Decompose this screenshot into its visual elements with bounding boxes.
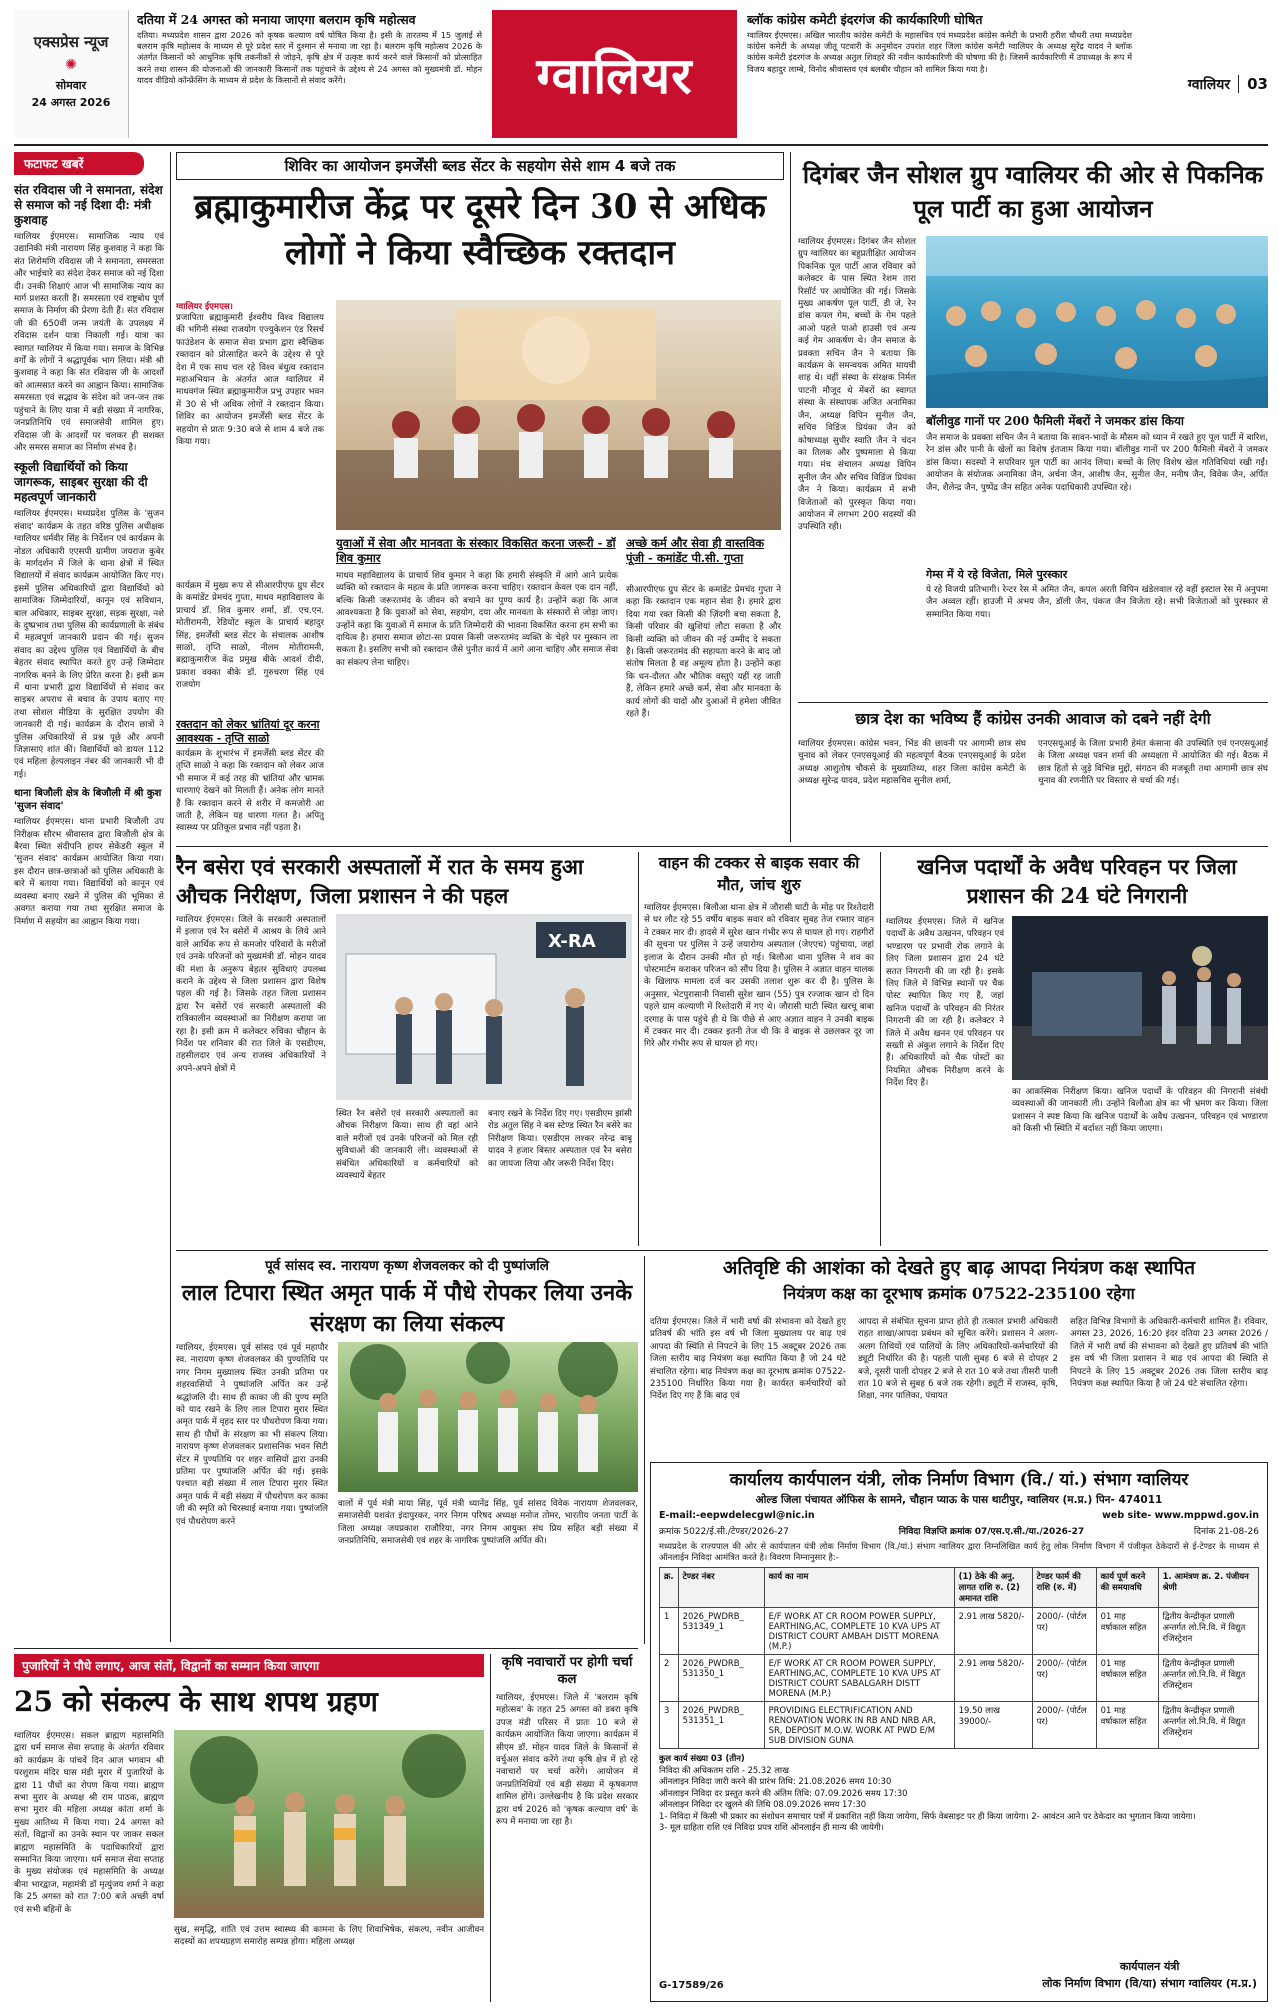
tender-cell-work: PROVIDING ELECTRIFICATION AND RENOVATION WORK IN RB AND NRB AR, SR, DEPOSIT M.O.W. WORK AT PWD E/M SUB DIVISION GUNA	[764, 1702, 954, 1749]
lead-subhead-2: युवाओं में सेवा और मानवता के संस्कार विकसित करना जरूरी - डॉ शिव कुमार	[336, 536, 616, 565]
tender-col-fee: टेण्डर फार्म की राशि (रु. में)	[1032, 1568, 1096, 1608]
jain-body: ग्वालियर ईएमएस। दिगंबर जैन सोशल ग्रुप ग्वालियर का बहुप्रतीक्षित आयोजन पिकनिक पूल पार्टी आज रविवार को कलेक्टर के पास स्थित रेशम तारा रिसॉर्ट पर आयोजित की गई। जिसके मुख्य आकर्षण पूल पार्टी, डी जे, रेन डांस कपल गेम, बच्चों के गेम पहले आओ पहले पाओ हाउसी एवं अन्य कई गेम आकर्षण थे। जैन समाज के प्रवक्ता सचिन जैन ने बताया कि कार्यक्रम के समन्वयक अमित मायची शाह थे। वहीं संस्था के संरक्षक निर्मल पाटनी मौजूद थे मेंबरों का स्वागत संस्था के संस्थापक अजित अनामिका जैन, अध्यक्ष विपिन सुनील जैन, सचिव विडिंज प्रियंका जैन को कोषाध्यक्ष सुधीर स्वाति जैन ने चंदन का तिलक और पुष्पमाला से किया गया। मंच संचालन अध्यक्ष विपिन सुनील जैन और सचिव विडिंज प्रियंका जैन ने किया। कार्यक्रम में सभी विजेताओं को पुरस्कृत किया गया। आयोजन में लगभग 200 सदस्यों की उपस्थिति रही।	[798, 237, 916, 533]
tender-cell-fee: 2000/- (पोर्टल पर)	[1032, 1655, 1096, 1702]
tender-footer-line: ऑनलाइन निविदा दर प्रस्तुत करने की अंतिम तिथि: 07.09.2026 समय 17:30	[659, 1787, 908, 1798]
svg-text:X-RA: X-RA	[548, 931, 596, 952]
lead-body-1: प्रजापिता ब्रह्माकुमारी ईश्वरीय विश्व विद्यालय की भगिनी संस्था राजयोग एज्युकेशन एंड रिसर्च फाउंडेशन के समाज सेवा प्रभाग द्वारा स्वैच्छिक रक्तदान को प्रोत्साहित करने के उद्देश्य से पूरे देश में एक साथ चल रहे विश्व बंधुत्व रक्तदान महाअभियान के अंतर्गत आज ग्वालियर में माधवगंज स्थित ब्रह्माकुमारीज प्रभु उपहार भवन में 30 से भी अधिक लोगों ने रक्तदान किया। शिविर का आयोजन इमर्जेंसी ब्लड सेंटर के सहयोग से प्रातः 9:30 बजे से शाम 4 बजे तक किया गया।	[176, 313, 324, 448]
congress-body-1: ग्वालियर ईएमएस। कांग्रेस भवन, भिंड की छावनी पर आगामी छात्र संघ चुनाव को लेकर एनएसयूआई की महत्वपूर्ण बैठक एनएसयूआई के प्रदेश अध्यक्ष आशुतोष चौकसे के मुख्यातिथ्य, शहर जिला कांग्रेस कमेटी के अध्यक्ष सुरेन्द्र यादव, प्रदेश महासचिव सुनील शर्मा,	[798, 739, 1026, 787]
tree-story	[176, 1256, 638, 1644]
top-left-brief-body: दतिया। मध्यप्रदेश शासन द्वारा 2026 को कृषक कल्याण वर्ष घोषित किया है। इसी के तारतम्य में 15 जुलाई से बलराम कृषि महोत्सव के माध्यम से पूरे प्रदेश स्तर में दुश्मान से मनाया जा रहा है। बलराम कृषि महोत्सव 2026 के अंतर्गत किसानों को आधुनिक कृषि तकनीकों से जोड़ने, कृषि क्षेत्र में उत्कृष्ट कार्य करने वाले किसानों को प्रोत्साहित करने तथा शासन की योजनाओं की जानकारी किसानों तक पहुंचाने के उद्देश्य से 24 अगस्त को मुख्यमंत्री डॉ. मोहन यादव वीडियो कॉन्फ्रेंसिंग के माध्यम से प्रदेश के किसानों से संवाद करेंगे।	[137, 30, 482, 85]
congress-story	[798, 708, 1268, 842]
tender-cell-cost: 2.91 लाख 5820/-	[954, 1608, 1032, 1655]
tender-footer-line: कुल कार्य संख्या 03 (तीन)	[659, 1753, 745, 1763]
tender-footer-line: 1- निविदा में किसी भी प्रकार का संशोधन समाचार पत्रों में प्रकाशित नहीं किया जायेगा, सिर्फ वेबसाइट पर ही किया जायेगा। 2- आवंटन आने पर ठेकेदार का भुगतान किया जायेगा।	[659, 1810, 1196, 1821]
agri-story	[496, 1654, 638, 2002]
tender-footer-line: ऑनलाइन निविदा दर खुलने की तिथि 08.09.2026 समय 17:30	[659, 1799, 867, 1809]
raid-body-2: स्थित रैन बसेरों एवं सरकारी अस्पतालों का औचक निरीक्षण किया। साथ ही वहां आने वाले मरीजों एवं उनके परिजनों को मिल रही सुविधाओं की जानकारी ली। व्यवस्थाओं से संबंधित अधिकारियों व कर्मचारियों को व्यवस्थायें बेहतर	[336, 1109, 478, 1182]
issue-day: सोमवार	[55, 79, 87, 92]
blood-donation-photo	[336, 300, 781, 530]
brand-name: एक्सप्रेस न्यूज	[33, 33, 109, 51]
congress-body-2: एनएसयूआई के जिला प्रभारी हेमंत कंसाना की उपस्थिति एवं एनएसयूआई के जिला अध्यक्ष पवन शर्मा की अध्यक्षता में आयोजित की गई। बैठक में छात्र हितों से जुड़े विभिन्न मुद्दों, संगठन की मजबूती तथा आगामी छात्र संघ चुनाव की रणनीति पर विस्तार से चर्चा की गई।	[1038, 739, 1268, 787]
masthead	[14, 10, 1268, 138]
page-number: 03	[1247, 75, 1268, 93]
tender-cell-time: 01 माह वर्षाकाल सहित	[1096, 1655, 1158, 1702]
jain-body-2: जैन समाज के प्रवक्ता सचिन जैन ने बताया कि सावन-भादों के मौसम को ध्यान में रखते हुए पूल पार्टी में बारिश, रेन डांस और पानी के खेलों का विशेष इंतजाम किया गया। बॉलीवुड गानों पर 200 फैमिली मेंबरों ने जमकर डांस किया। सदस्यों ने सपरिवार पूल पार्टी का आनंद लिया। बच्चों के लिए विशेष खेल गतिविधियां रखी गईं। आयोजन के संयोजक अनामिका जैन, अर्चना जैन, आशीष जैन, सुनील जैन, मनीष जैन, विवेक जैन, अर्पित जैन, शैलेन्द्र जैन, पुष्पेंद्र जैन सहित अनेक पदाधिकारी उपस्थित रहे।	[926, 433, 1268, 493]
accident-headline: वाहन की टक्कर से बाइक सवार की मौत, जांच शुरु	[658, 853, 860, 894]
tender-email[interactable]: E-mail:-eepwdelecgwl@nic.in	[659, 1510, 815, 1521]
top-right-brief-body: ग्वालियर ईएमएस। अखिल भारतीय कांग्रेस कमेटी के महासचिव एवं मध्यप्रदेश कांग्रेस कमेटी के प्रभारी हरीश चौधरी तथा मध्यप्रदेश कांग्रेस कमेटी के अध्यक्ष जीतू पटवारी के अनुमोदन उपरांत शहर जिला कांग्रेस कमेटी ग्वालियर के अध्यक्ष सुरेंद्र यादव ने ब्लॉक कांग्रेस कमेटी इंदरगंज के अध्यक्ष अतुल शिवहरे की नवीन कार्यकारिणी की घोषणा की है। जिसमें कार्यकारिणी में उपाध्यक्ष के रूप में विजय बहादुर लाम्बे, विनोद श्रीवास्तव एवं बलबीर चौहान को शामिल किया गया है।	[747, 30, 1132, 74]
lead-story	[176, 152, 784, 842]
tender-cell-sn: 3	[660, 1702, 679, 1749]
fatafat-body-2: ग्वालियर ईएमएस। मध्यप्रदेश पुलिस के 'सुजन संवाद' कार्यक्रम के तहत वरिष्ठ पुलिस अधीक्षक ग्वालियर धर्मवीर सिंह के निर्देशन एवं कार्यक्रम के नोडल अधिकारी एएसपी ग्रामीण जयराज कुबेर के मार्गदर्शन में जिले के थाना क्षेत्रों में स्थित विद्यालयों में संवाद कार्यक्रम आयोजित किए गए। इसमें पुलिस अधिकारियों द्वारा विद्यार्थियों को सामाजिक जिम्मेदारियों, कानून एवं सविधान, बाल अधिकार, साइबर सुरक्षा, सड़क सुरक्षा, नशे के दुष्प्रभाव तथा पुलिस की कार्यप्रणाली के संबंध में महत्वपूर्ण जानकारी प्रदान की गई। सुजन संवाद का उद्देश्य पुलिस एवं विद्यार्थियों के बीच बेहतर संवाद स्थापित करते हुए उन्हें जिम्मेदार नागरिक बनने के लिए प्रेरित करना है। इसी क्रम में थाना प्रभारी द्वारा विद्यार्थियों से संवाद कर साइबर अपराध से बचाव के उपाय बताए गए तथा सोशल मीडिया के सुरक्षित उपयोग की जानकारी दी गई। कार्यक्रम के दौरान छात्रों ने पुलिस अधिकारियों से प्रश्न पूछे और अपनी जिज्ञासाएं शांत कीं। विद्यार्थियों को डायल 112 एवं महिला हेल्पलाइन नंबर की जानकारी भी दी गई।	[14, 509, 164, 780]
saints-headline: 25 को संकल्प के साथ शपथ ग्रहण	[14, 1685, 378, 1718]
tender-notice	[650, 1462, 1268, 2002]
page-label	[1142, 72, 1268, 96]
fatafat-body-3: ग्वालियर ईएमएस। थाना प्रभारी बिजौली उप निरीक्षक सौरभ श्रीवास्तव द्वारा बिजौली क्षेत्र के बैरवा स्थित संदीपनि हायर सेकेंडरी स्कूल में 'सुजन संवाद' कार्यक्रम आयोजित किया गया। इस दौरान छात्र-छात्राओं को पुलिस अधिकारी के बारे में बताया गया। विद्यार्थियों को कानून एवं व्यवस्था बनाए रखने में पुलिस की भूमिका से अवगत कराया गया तथा सुरक्षित समाज के निर्माण में सहयोग का आह्वान किया गया।	[14, 817, 164, 927]
raid-story	[176, 852, 632, 1246]
jain-story	[798, 158, 1268, 698]
page-label-city: ग्वालियर	[1187, 76, 1231, 93]
checkpost-photo-scene	[1012, 916, 1268, 1080]
tender-title: कार्यालय कार्यपालन यंत्री, लोक निर्माण विभाग (वि./ यां.) संभाग ग्वालियर	[729, 1470, 1189, 1490]
pool-party-photo-scene	[926, 236, 1268, 408]
pool-party-photo	[926, 236, 1268, 408]
hospital-inspection-photo-scene	[336, 914, 632, 1100]
saints-kicker: पुजारियों ने पौधे लगाए, आज संतों, विद्वानों का सम्मान किया जाएगा	[14, 1654, 484, 1677]
jain-headline: दिगंबर जैन सोशल ग्रुप ग्वालियर की ओर से पिकनिक पूल पार्टी का हुआ आयोजन	[802, 160, 1264, 223]
tender-cell-class: द्वितीय केन्द्रीकृत प्रणाली अन्तर्गत लो.नि.वि. में विद्युत रजिस्ट्रेशन	[1158, 1608, 1258, 1655]
tender-col-sn: क्र.	[660, 1568, 679, 1608]
fatafat-body-1: ग्वालियर ईएमएस। सामाजिक न्याय एवं उद्यानिकी मंत्री नारायण सिंह कुशवाह ने कहा कि संत शिरोमणि रविदास जी ने समानता, समरसता और भाईचारे का संदेश देकर समाज को नई दिशा दी। उनकी शिक्षाएं आज भी सामाजिक न्याय का मार्ग प्रशस्त करती हैं। समरसता एवं राष्ट्रबोध पूर्ण समाज के निर्माण की प्रेरणा देती हैं। संत रविदास जी की 650वीं जन्म जयंती के उपलक्ष्य में रविदास दर्शन यात्रा निकाली गई। यात्रा का स्वागत ग्वालियर में किया गया। समाज के विभिन्न वर्गों के लोगों ने श्रद्धापूर्वक भाग लिया। मंत्री श्री कुशवाह ने कहा कि संत रविदास जी के आदर्शों को आत्मसात करने का आह्वान किया। सामाजिक समरसता एवं सद्भाव के संदेश को जन-जन तक पहुंचाने के लिए यात्रा में बड़ी संख्या में नागरिक, जनप्रतिनिधि एवं समाजसेवी शामिल हुए। रविदास जी के आदर्शों पर चलकर ही सशक्त और समरस समाज का निर्माण संभव है।	[14, 232, 164, 453]
tender-cell-no: 2026_PWDRB_ 531350_1	[678, 1655, 764, 1702]
tree-body-1: ग्वालियर, ईएमएस। पूर्व सांसद एवं पूर्व महापौर स्व. नारायण कृष्ण शेजवलकर की पुण्यतिथि पर नगर निगम मुख्यालय स्थित उनकी प्रतिमा पर शहरवासियों ने पुष्पांजलि अर्पित कर उन्हें श्रद्धांजलि दी। साथ ही काका जी की पुण्य स्मृति को याद रखने के लिए लाल टिपारा मुरार स्थित अमृत पार्क में वृहद स्तर पर पौधरोपण किया गया। साथ ही पौधों के संरक्षण का भी संकल्प लिया। नारायण कृष्ण शेजवलकर प्रशासनिक भवन सिटी सेंटर में पुण्यतिथि पर शहर वासियों द्वारा उनकी प्रतिमा पर पुष्पांजलि अर्पित की गई। इसके पश्चात बड़ी संख्या में लाल टिपारा मुरार स्थित अमृत पार्क में बड़ी संख्या में पौधरोपण कर काका जी की स्मृति को चिरस्थाई बनाया गया। पुष्पांजलि एवं पौधरोपण करने	[176, 1343, 328, 1527]
fatafat-column	[14, 152, 164, 1642]
lead-headline: ब्रह्माकुमारीज केंद्र पर दूसरे दिन 30 से अधिक लोगों ने किया स्वैच्छिक रक्तदान	[194, 187, 766, 273]
tender-footer-line: ऑनलाइन निविदा जारी करने की प्रारंभ तिथि: 21.08.2026 समय 10:30	[659, 1776, 892, 1786]
blood-donation-photo-scene	[336, 300, 781, 530]
tender-table	[659, 1567, 1259, 1749]
tender-table-header	[660, 1568, 1259, 1608]
jain-subhead-2: गेम्स में ये रहे विजेता, मिले पुरस्कार	[926, 568, 1068, 581]
brand-logo-icon: ✺	[65, 57, 77, 73]
tender-col-class: 1. आमंत्रण क्र. 2. पंजीयन श्रेणी	[1158, 1568, 1258, 1608]
fatafat-label: फटाफट खबरें	[14, 152, 144, 175]
table-row	[660, 1655, 1259, 1702]
tender-cell-sn: 1	[660, 1608, 679, 1655]
saints-story	[14, 1654, 484, 2002]
tender-cell-class: द्वितीय केन्द्रीकृत प्रणाली अन्तर्गत लो.नि.वि. में विद्युत रजिस्ट्रेशन	[1158, 1702, 1258, 1749]
tender-intro: मध्यप्रदेश के राज्यपाल की ओर से कार्यपालन यंत्री लोक निर्माण विभाग (वि./यां.) संभाग ग्वालियर द्वारा निम्नलिखित कार्य हेतु लोक निर्माण विभाग में पंजीकृत ठेकेदारों से ई-टेण्डर के माध्यम से ऑनलाईन निविदा आमंत्रित करते है। विवरण निम्नानुसार है:-	[659, 1541, 1259, 1562]
tender-cell-no: 2026_PWDRB_ 531349_1	[678, 1608, 764, 1655]
lead-subhead-1: रक्तदान को लेकर भ्रांतियां दूर करना आवश्यक - तृप्ति साळो	[176, 718, 320, 745]
mining-body-2: का आकस्मिक निरीक्षण किया। खनिज पदार्थों के परिवहन की निगरानी संबंधी व्यवस्थाओं की जानकारी ली। उन्होंने बिलौआ क्षेत्र का भी भ्रमण कर किया। जिला प्रशासन ने स्पष्ट किया कि खनिज पदार्थों के अवैध उत्खनन, परिवहन एवं भण्डारण को किसी भी स्थिति में बर्दाश्त नहीं किया जाएगा।	[1012, 1087, 1268, 1135]
mining-headline: खनिज पदार्थों के अवैध परिवहन पर जिला प्रशासन की 24 घंटे निगरानी	[917, 854, 1237, 908]
saints-body-2: सुख, समृद्धि, शांति एवं उत्तम स्वास्थ्य की कामना के लिए शिवाभिषेक, संकल्प, नवीन आजीवन सदस्यों का शपथग्रहण समारोह सम्पन्न होगा। महिला अध्यक्ष	[174, 1925, 484, 1948]
flood-body-2: आपदा से संबंधित सूचना प्राप्त होते ही तत्काल प्रभारी अधिकारी राहत शाखा/आपदा प्रबंधन को सूचित करेंगे। प्रशासन ने अलग-अलग तिथियों एवं पालियों के लिए अधिकारियों-कर्मचारियों की ड्यूटी निर्धारित की है। पहली पाली सुबह 6 बजे से दोपहर 2 बजे, दूसरी पाली दोपहर 2 बजे से रात 10 बजे तथा तीसरी पाली रात 10 बजे से सुबह 6 बजे तक रहेगी। ड्यूटी में राजस्व, कृषि, शिक्षा, नगर पालिका, पंचायत	[858, 1317, 1058, 1402]
top-left-brief-headline: दतिया में 24 अगस्त को मनाया जाएगा बलराम कृषि महोत्सव	[137, 12, 416, 27]
top-left-brief	[137, 12, 482, 136]
lead-body-4: माधव महाविद्यालय के प्राचार्य शिव कुमार ने कहा कि हमारी संस्कृति में आगे आने प्रत्येक व्यक्ति को रक्तदान के महत्व के प्रति जागरूक करना चाहिए। रक्तदान केवल एक दान नहीं, बल्कि किसी जरूरतमंद के जीवन को बचाने का पुण्य कार्य है। उन्होंने कहा कि आज आवश्यकता है कि युवाओं को सेवा, सहयोग, दया और मानवता के संस्कारों से जोड़ा जाए। उन्होंने कहा कि युवाओं में समाज के प्रति जिम्मेदारी की भावना विकसित करना हम सभी का दायित्व है। हमारा समाज छोटा-सा प्रयास किसी जरूरतमंद व्यक्ति के चेहरे पर मुस्कान ला सकता है। इसलिए सभी को रक्तदान जैसे पुनीत कार्य में आगे आना चाहिए और समाज सेवा का संकल्प लेना चाहिए।	[336, 571, 618, 668]
flood-story	[650, 1256, 1268, 1456]
city-nameplate	[492, 10, 737, 138]
tender-cell-cost: 19.50 लाख 39000/-	[954, 1702, 1032, 1749]
tender-cell-time: 01 माह वर्षाकाल सहित	[1096, 1702, 1158, 1749]
tender-footer-line: निविदा की अधिकतम राशि - 25.32 लाख	[659, 1764, 789, 1775]
tender-col-no: टेण्डर नंबर	[678, 1568, 764, 1608]
tender-website[interactable]: web site- www.mppwd.gov.in	[1102, 1510, 1259, 1521]
tree-plantation-photo-scene	[338, 1342, 638, 1492]
tender-cell-sn: 2	[660, 1655, 679, 1702]
tender-address: ओल्ड जिला पंचायत ऑफिस के सामने, चौहान प्याऊ के पास थाटीपुर, ग्वालियर (म.प्र.) पिन- 474011	[755, 1494, 1163, 1506]
brand-box	[14, 10, 129, 138]
lead-body-3: कार्यक्रम के शुभारंभ में इमर्जेंसी ब्लड सेंटर की तृप्ति साळो ने कहा कि रक्तदान को लेकर आज भी समाज में कई तरह की भ्रांतियां और भ्रामक धारणाएं देखने को मिलती हैं। अनेक लोग मानते हैं कि रक्तदान करने से शरीर में कमजोरी आ जाती है, लेकिन यह धारणा गलत है। अपितु स्वास्थ्य पर प्रतिकूल प्रभाव नहीं पड़ता है।	[176, 749, 324, 834]
jain-body-3: ये रहे विजयी प्रतिभागी। रेन्टर रेस में अमित जैन, कपल अरती विपिन खंडेलवाल रहे वहीं इस्टाल रेस में अनुपमा जैन अव्वल रहीं। हाउजी में अभय जैन, डॉली जैन, पंकज जैन विजेता रहे। सभी विजेताओं को पुरस्कार से सम्मानित किया गया।	[926, 585, 1268, 620]
fatafat-headline-2: स्कूली विद्यार्थियों को किया जागरूक, साइबर सुरक्षा की दी महत्वपूर्ण जानकारी	[14, 460, 148, 505]
fatafat-headline-3: थाना बिजौली क्षेत्र के बिजौली में श्री कुश 'सुजन संवाद'	[14, 788, 162, 813]
hospital-inspection-photo	[336, 914, 632, 1100]
tender-col-cost: (1) ठेके की अनु. लागत राशि रु. (2) अमानत राशि	[954, 1568, 1032, 1608]
agri-headline: कृषि नवाचारों पर होगी चर्चा कल	[501, 1655, 633, 1687]
tender-footer-line: 3- मूल ग्राहिता राशि एवं निविदा प्रपत्र राशि ऑनलाईन ही मान्य की जायेगी।	[659, 1822, 884, 1832]
city-title: ग्वालियर	[536, 46, 693, 105]
flood-body-1: दतिया ईएमएस। जिले में भारी वर्षा की संभावना को देखते हुए प्रतिवर्ष की भांति इस वर्ष भी जिला मुख्यालय पर बाढ़ एवं आपदा की स्थिति से निपटने के लिए 15 अक्टूबर 2026 तक जिला स्तरीय बाढ़ नियंत्रण कक्ष स्थापित किया है जो 24 घंटे संचालित रहेगा। बाढ़ नियंत्रण कक्ष का दूरभाष क्रमांक 07522-235100 निर्धारित किया गया है। कार्यरत कर्मचारियों को निर्देश दिए गए हैं कि बाढ़ एवं	[650, 1317, 846, 1402]
tender-cell-class: द्वितीय केन्द्रीकृत प्रणाली अन्तर्गत लो.नि.वि. में विद्युत रजिस्ट्रेशन	[1158, 1655, 1258, 1702]
accident-body: ग्वालियर ईएमएस। बिलौआ थाना क्षेत्र में जौरासी घाटी के मोड़ पर रिश्तेदारी से घर लौट रहे 55 वर्षीय बाइक सवार को रविवार सुबह तेज रफ्तार वाहन ने टक्कर मार दी। हादसे में सुरेश खान गंभीर रूप से घायल हो गए। राहगीरों की सूचना पर पुलिस ने उन्हें जयारोग्य अस्पताल (जेएएच) पहुंचाया, जहां इलाज के दौरान उनकी मौत हो गई। बिलौआ थाना पुलिस ने शव का पोस्टमार्टम कराकर परिजन को सौंप दिया है। पुलिस ने अज्ञात वाहन चालक के खिलाफ मामला दर्ज कर उसकी तलाश शुरू कर दी है। पुलिस के अनुसार, भेटपुरासानी निवासी सुरेश खान (55) पुत्र रज्जाक खान दो दिन पहले ग्राम कल्याणी में रिश्तेदारी में गए थे। जौरासी घाटी स्थित खरचू बाबा दरगाह के पास पहुंचे ही थे कि पीछे से आए अज्ञात वाहन ने उनकी बाइक में टक्कर मार दी। टक्कर इतनी तेज थी कि वे बाइक से उछलकर दूर जा गिरे और गंभीर रूप से घायल हो गए।	[644, 903, 874, 1050]
tender-signoff-office: लोक निर्माण विभाग (वि/या) संभाग ग्वालियर (म.प्र.)	[1042, 1977, 1257, 1990]
raid-headline: रैन बसेरा एवं सरकारी अस्पतालों में रात के समय हुआ औचक निरीक्षण, जिला प्रशासन ने की पहल	[176, 854, 584, 908]
mining-story	[886, 852, 1268, 1246]
lead-body-5: सीआरपीएफ ग्रुप सेंटर के कमांडेंट प्रेमचंद गुप्ता ने कहा कि रक्तदान एक महान सेवा है। हमारे द्वारा दिया गया रक्त किसी की ज़िंदगी बचा सकता है, किसी परिवार की खुशियां लौटा सकता है और किसी व्यक्ति को जीवन की नई उम्मीद दे सकता है। किसी जरूरतमंद की सहायता करने के बाद जो संतोष मिलता है वह अमूल्य होता है। उन्होंने कहा कि धन-दौलत और भौतिक वस्तुएं यहीं रह जाती हैं, लेकिन हमारे अच्छे कर्म, सेवा और मानवता के कार्य लोगों की यादों और दुआओं में हमेशा जीवित रहते हैं।	[626, 585, 781, 720]
tree-headline: लाल टिपारा स्थित अमृत पार्क में पौधे रोपकर लिया उनके संरक्षण का लिया संकल्प	[181, 1280, 633, 1337]
saints-plantation-photo-scene	[174, 1730, 484, 1918]
table-row	[660, 1608, 1259, 1655]
tender-footer	[659, 1753, 1259, 1834]
saints-body-1: ग्वालियर ईएमएस। सकल ब्राह्मण महासमिति द्वारा धर्म समाज सेवा सप्ताह के अंतर्गत रविवार को कार्यक्रम के पांचवें दिन आज भगवान श्री परशुराम मंदिर घास मंडी मुरार में पुजारियों के द्वारा 11 पौधों का रोपण किया गया। ब्राह्मण सभा मुरार के अध्यक्ष श्री राम पाठक, ब्राह्मण सभा मुरार की महिला अध्यक्ष कांता शर्मा के मुख्य आतिथ्य में किया गया। 24 अगस्त को संतों, विद्वानों का उनके स्थान पर जाकर सकल ब्राह्मण महासमिति के पदाधिकारियों द्वारा सम्मानित किया जाएगा। धर्म समाज सेवा सप्ताह के मुख्य संयोजक एवं महासमिति के अध्यक्ष बीना भारद्वाज, महामंत्री डॉ मृत्युंजय शर्मा ने कहा कि 25 अगस्त को रात 7:00 बजे अच्छी वर्षा एवं सभी बहिनों के	[14, 1731, 164, 1915]
tender-col-work: कार्य का नाम	[764, 1568, 954, 1608]
tender-cell-time: 01 माह वर्षाकाल सहित	[1096, 1608, 1158, 1655]
flood-headline: अतिवृष्टि की आशंका को देखते हुए बाढ़ आपदा नियंत्रण कक्ष स्थापित	[722, 1257, 1196, 1279]
tender-ref: क्रमांक 5022/ई.सी./टेण्डर/2026-27	[659, 1527, 789, 1537]
tender-cell-work: E/F WORK AT CR ROOM POWER SUPPLY, EARTHING,AC, COMPLETE 10 KVA UPS AT DISTRICT COURT SABALGARH DISTT MORENA (M.P.)	[764, 1655, 954, 1702]
raid-body-3: बनाए रखने के निर्देश दिए गए। एसडीएम झांसी रोड अतुल सिंह ने बस स्टेण्ड स्थित रैन बसेरे का निरीक्षण किया। एसडीएम लश्कर नरेन्द्र बाबू यादव ने हजार बिस्तर अस्पताल एवं रैन बसेरा का जायजा लिया और जरूरी निर्देश दिए।	[488, 1109, 632, 1169]
flood-subhead: नियंत्रण कक्ष का दूरभाष क्रमांक 07522-235100 रहेगा	[783, 1284, 1135, 1303]
top-right-brief-headline: ब्लॉक कांग्रेस कमेटी इंदरगंज की कार्यकारिणी घोषित	[747, 12, 983, 27]
tender-col-time: कार्य पूर्ण करने की समयावधि	[1096, 1568, 1158, 1608]
checkpost-photo	[1012, 916, 1268, 1080]
table-row	[660, 1702, 1259, 1749]
tender-cell-work: E/F WORK AT CR ROOM POWER SUPPLY, EARTHING,AC, COMPLETE 10 KVA UPS AT DISTRICT COURT AMBAH DISTT MORENA (M.P.)	[764, 1608, 954, 1655]
lead-kicker: शिविर का आयोजन इमर्जेंसी ब्लड सेंटर के सहयोग सेसे शाम 4 बजे तक	[176, 152, 784, 180]
issue-date: 24 अगस्त 2026	[31, 96, 111, 109]
tender-cell-fee: 2000/- (पोर्टल पर)	[1032, 1702, 1096, 1749]
lead-body-2: कार्यक्रम में मुख्य रूप से सीआरपीएफ ग्रुप सेंटर के कमांडेंट प्रेमचंद गुप्ता, माधव महाविद्यालय के प्राचार्य डॉ. शिव कुमार शर्मा, डॉ. एच.एन. मोतीरामनी, रेडियोंट स्कूल के प्राचार्य बहादुर सिंह, इमर्जेंसी ब्लड सेंटर के संचालक आशीष साळो, तृप्ति साळो, नीलम मोतीरामनी, ब्रह्माकुमारीज केंद्र प्रमुख बीके आदर्श दीदी, प्रकाश वक्का बीके डॉ. गुरुचरण सिंह एवं राजयोग	[176, 581, 324, 691]
agri-body: ग्वालियर, ईएमएस। जिले में 'बलराम कृषि महोत्सव' के तहत 25 अगस्त को डबरा कृषि उपज मंडी परिसर में प्रातः 10 बजे से कार्यक्रम आयोजित किया जाएगा। कार्यक्रम में सीएम डॉ. मोहन यादव जिले के किसानों से वर्चुअल संवाद करेंगे तथा कृषि क्षेत्र में हो रहे नवाचारों पर चर्चा करेंगे। आयोजन में जनप्रतिनिधियों एवं बड़ी संख्या में कृषकगण शामिल होंगे। उल्लेखनीय है कि प्रदेश सरकार द्वारा वर्ष 2026 को 'कृषक कल्याण वर्ष' के रूप में मनाया जा रहा है।	[496, 1693, 638, 1828]
tender-cell-no: 2026_PWDRB_ 531351_1	[678, 1702, 764, 1749]
tender-notice-date: दिनांक 21-08-26	[1193, 1527, 1259, 1537]
tender-cell-cost: 2.91 लाख 5820/-	[954, 1655, 1032, 1702]
jain-subhead-1: बॉलीवुड गानों पर 200 फैमिली मेंबरों ने जमकर डांस किया	[926, 414, 1185, 428]
lead-byline: ग्वालियर ईएमएस।	[176, 302, 233, 312]
flood-body-3: सहित विभिन्न विभागों के अधिकारी-कर्मचारी शामिल हैं। रविवार, अगस्त 23, 2026, 16:20 इंदर दतिया 23 अगस्त 2026 / जिले में भारी वर्षा की संभावना को देखते हुए प्रतिवर्ष की भांति इस वर्ष भी जिला प्रशासन ने बाढ़ एवं आपदा की स्थिति से निपटने के लिए 15 अक्टूबर 2026 तक जिला स्तरीय बाढ़ नियंत्रण कक्ष स्थापित किया है जो 24 घंटे संचालित रहेगा।	[1070, 1317, 1268, 1390]
mining-body-1: ग्वालियर ईएमएस। जिले में खनिज पदार्थों के अवैध उत्खनन, परिवहन एवं भण्डारण पर प्रभावी रोक लगाने के लिए जिला प्रशासन द्वारा 24 घंटे सतत निगरानी की जा रही है। इसके लिए जिले में विभिन्न स्थानों पर चैक पोस्ट स्थापित किए गए हैं, जहां खनिज पदार्थों के परिवहन की निरंतर निगरानी की जा रही है। कलेक्टर ने जिले में अवैध खनन एवं परिवहन पर सख्ती से अंकुश लगाने के निर्देश दिए हैं। अधिकारियों को चैक पोस्टों का नियमित औचक निरीक्षण करने के निर्देश दिए हैं।	[886, 917, 1004, 1089]
tender-notice-no: निविदा विज्ञप्ति क्रमांक 07/एस.ए.सी./या./2026-27	[898, 1527, 1085, 1537]
tender-cell-fee: 2000/- (पोर्टल पर)	[1032, 1608, 1096, 1655]
tree-kicker: पूर्व सांसद स्व. नारायण कृष्ण शेजवलकर को दी पुष्पांजलि	[265, 1258, 549, 1274]
fatafat-headline-1: संत रविदास जी ने समानता, संदेश से समाज को नई दिशा दी: मंत्री कुशवाह	[14, 183, 163, 227]
tree-plantation-photo	[338, 1342, 638, 1492]
tree-body-2: वालों में पूर्व मंत्री माया सिंह, पूर्व मंत्री ध्यानेंद्र सिंह, पूर्व सांसद विवेक नारायण शेजवलकर, समाजसेवी यशवंत इंदापुरकर, नगर निगम परिषद अध्यक्ष मनोज तोमर, भारतीय जनता पार्टी के जिला अध्यक्ष जयप्रकाश राजौरिया, नगर निगम आयुक्त संघ प्रिय सहित बड़ी संख्या में जनप्रतिनिधि, समाजसेवी एवं शहर के नागरिक पुष्पांजलि अर्पित की।	[338, 1499, 638, 1547]
top-right-brief	[747, 12, 1132, 136]
accident-story	[644, 852, 874, 1246]
tender-code: G-17589/26	[659, 1980, 724, 1991]
saints-plantation-photo	[174, 1730, 484, 1918]
raid-body-1: ग्वालियर ईएमएस। जिले के सरकारी अस्पतालों में इलाज एवं रैन बसेरों में आश्रय के लिये आने वाले आर्थिक रूप से कमजोर परिवारों के मरीजों एवं उनके परिजनों को मुख्यमंत्री डॉ. मोहन यादव की मंशा के अनुरूप बेहतर सुविधाएं उपलब्ध कराने के उद्देश्य से जिला प्रशासन द्वारा विशेष पहल की गई है। जिसके तहत जिला प्रशासन द्वारा रैन बसेरों एवं सरकारी अस्पतालों की रात्रिकालीन व्यवस्थाओं का निरीक्षण कराया जा रहा है। इसी क्रम में कलेक्टर रुचिका चौहान के निर्देश पर शनिवार की रात जिले के एसडीएम, तहसीलदार एवं अन्य राजस्व अधिकारियों ने अपने-अपने क्षेत्रों में	[176, 915, 326, 1074]
lead-subhead-3: अच्छे कर्म और सेवा ही वास्तविक पूंजी - कमांडेंट पी.सी. गुप्ता	[626, 536, 765, 565]
tender-signoff	[1042, 1959, 1257, 1991]
congress-headline: छात्र देश का भविष्य हैं कांग्रेस उनकी आवाज को दबने नहीं देगी	[855, 709, 1211, 728]
tender-signoff-title: कार्यपालन यंत्री	[1119, 1960, 1180, 1973]
